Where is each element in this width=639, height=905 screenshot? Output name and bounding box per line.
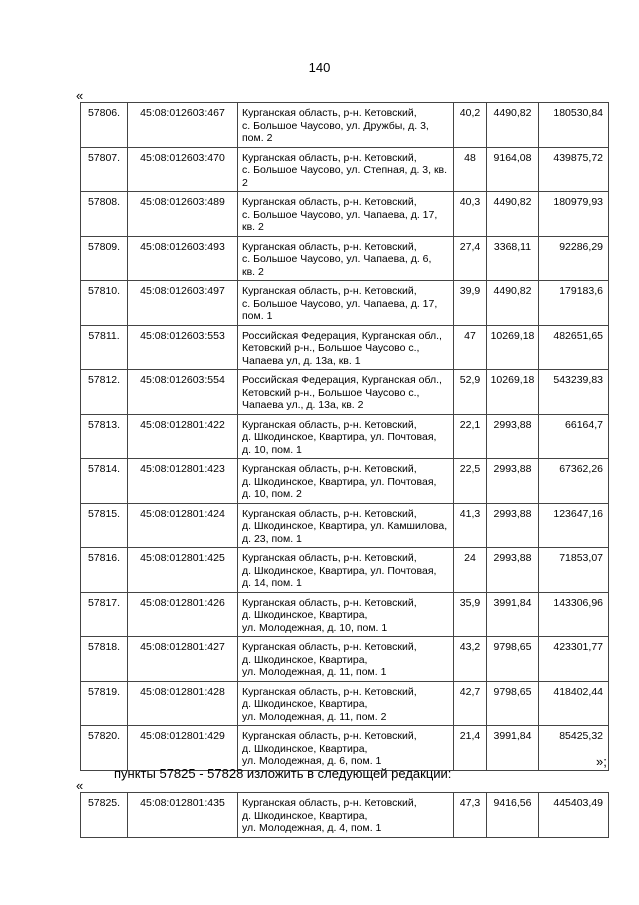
cost-value: 439875,72 — [539, 147, 609, 192]
cadastral-number: 45:08:012801:426 — [128, 592, 238, 637]
address — [238, 459, 454, 504]
address — [238, 637, 454, 682]
table-row — [81, 726, 609, 771]
row-number: 57810. — [81, 281, 128, 326]
address-line: пом. 1 — [242, 310, 273, 322]
property-table-tail — [80, 792, 609, 838]
cadastral-number: 45:08:012801:427 — [128, 637, 238, 682]
address-line: д. 14, пом. 1 — [242, 577, 302, 589]
cost-value: 123647,16 — [539, 503, 609, 548]
table-row — [81, 637, 609, 682]
cadastral-number: 45:08:012801:429 — [128, 726, 238, 771]
cadastral-number: 45:08:012801:423 — [128, 459, 238, 504]
address-line: Курганская область, р-н. Кетовский, — [242, 596, 417, 609]
address — [238, 370, 454, 415]
address — [238, 793, 454, 838]
table-row — [81, 459, 609, 504]
table-row — [81, 325, 609, 370]
row-number: 57817. — [81, 592, 128, 637]
table-row — [81, 548, 609, 593]
rate-value: 3368,11 — [487, 236, 539, 281]
address-line: ул. Молодежная, д. 11, пом. 1 — [242, 666, 387, 678]
address-line: Кетовский р-н., Большое Чаусово с., — [242, 386, 420, 399]
area-value: 47 — [454, 325, 487, 370]
address — [238, 325, 454, 370]
address — [238, 192, 454, 237]
opening-quote: « — [76, 88, 84, 103]
address-line: ул. Молодежная, д. 10, пом. 1 — [242, 621, 388, 634]
area-value: 22,1 — [454, 414, 487, 459]
rate-value: 9416,56 — [487, 793, 539, 838]
closing-quote: »; — [596, 754, 607, 769]
address-line: ул. Молодежная, д. 4, пом. 1 — [242, 822, 382, 834]
address — [238, 147, 454, 192]
rate-value: 4490,82 — [487, 192, 539, 237]
area-value: 22,5 — [454, 459, 487, 504]
address — [238, 726, 454, 771]
cost-value: 85425,32 — [539, 726, 609, 771]
cadastral-number: 45:08:012801:425 — [128, 548, 238, 593]
row-number: 57809. — [81, 236, 128, 281]
row-number: 57814. — [81, 459, 128, 504]
address-line: Чапаева ул., д. 13а, кв. 2 — [242, 399, 364, 411]
address — [238, 503, 454, 548]
address-line: д. Шкодинское, Квартира, ул. Почтовая, — [242, 475, 437, 488]
address-line: кв. 2 — [242, 221, 264, 233]
rate-value: 2993,88 — [487, 503, 539, 548]
address-line: Кетовский р-н., Большое Чаусово с., — [242, 342, 420, 354]
area-value: 42,7 — [454, 681, 487, 726]
table-row — [81, 503, 609, 548]
cost-value: 423301,77 — [539, 637, 609, 682]
cost-value: 67362,26 — [539, 459, 609, 504]
cadastral-number: 45:08:012801:424 — [128, 503, 238, 548]
address-line: с. Большое Чаусово, ул. Чапаева, д. 17, — [242, 297, 438, 310]
address-line: Курганская область, р-н. Кетовский, — [242, 151, 417, 164]
area-value: 41,3 — [454, 503, 487, 548]
cadastral-number: 45:08:012603:489 — [128, 192, 238, 237]
cadastral-number: 45:08:012801:435 — [128, 793, 238, 838]
property-table-body — [81, 103, 609, 771]
opening-quote-second: « — [76, 778, 84, 793]
address-line: с. Большое Чаусово, ул. Чапаева, д. 6, — [242, 253, 432, 265]
area-value: 52,9 — [454, 370, 487, 415]
address-line: Курганская область, р-н. Кетовский, — [242, 285, 417, 297]
row-number: 57806. — [81, 103, 128, 148]
address-line: с. Большое Чаусово, ул. Чапаева, д. 17, — [242, 208, 438, 221]
address-line: д. Шкодинское, Квартира, — [242, 653, 368, 666]
table-row — [81, 103, 609, 148]
cost-value: 71853,07 — [539, 548, 609, 593]
area-value: 35,9 — [454, 592, 487, 637]
address-line: с. Большое Чаусово, ул. Дружбы, д. 3, — [242, 119, 429, 132]
cadastral-number: 45:08:012801:428 — [128, 681, 238, 726]
address-line: пом. 2 — [242, 132, 273, 144]
address-line: Курганская область, р-н. Кетовский, — [242, 685, 417, 698]
cadastral-number: 45:08:012603:467 — [128, 103, 238, 148]
address — [238, 414, 454, 459]
address-line: Российская Федерация, Курганская обл., — [242, 329, 442, 342]
address-line: д. 10, пом. 1 — [242, 443, 302, 456]
address-line: Курганская область, р-н. Кетовский, — [242, 730, 417, 742]
cost-value: 445403,49 — [539, 793, 609, 838]
address-line: д. Шкодинское, Квартира, ул. Почтовая, — [242, 564, 437, 577]
table-row — [81, 147, 609, 192]
address-line: Курганская область, р-н. Кетовский, — [242, 240, 417, 253]
address — [238, 592, 454, 637]
address-line: Курганская область, р-н. Кетовский, — [242, 196, 417, 208]
address-line: Курганская область, р-н. Кетовский, — [242, 107, 417, 119]
row-number: 57819. — [81, 681, 128, 726]
address-line: Курганская область, р-н. Кетовский, — [242, 507, 417, 520]
area-value: 48 — [454, 147, 487, 192]
table-row — [81, 793, 609, 838]
cadastral-number: 45:08:012603:497 — [128, 281, 238, 326]
address-line: д. 23, пом. 1 — [242, 532, 302, 545]
cost-value: 66164,7 — [539, 414, 609, 459]
address-line: Курганская область, р-н. Кетовский, — [242, 641, 417, 653]
row-number: 57825. — [81, 793, 128, 838]
cadastral-number: 45:08:012801:422 — [128, 414, 238, 459]
address-line: Курганская область, р-н. Кетовский, — [242, 418, 417, 431]
property-table-tail-body — [81, 793, 609, 838]
page-number: 140 — [308, 60, 331, 75]
cadastral-number: 45:08:012603:553 — [128, 325, 238, 370]
cost-value: 179183,6 — [539, 281, 609, 326]
rate-value: 9798,65 — [487, 637, 539, 682]
address-line: Чапаева ул, д. 13а, кв. 1 — [242, 354, 361, 367]
row-number: 57812. — [81, 370, 128, 415]
area-value: 21,4 — [454, 726, 487, 771]
rate-value: 4490,82 — [487, 281, 539, 326]
address — [238, 548, 454, 593]
row-number: 57813. — [81, 414, 128, 459]
rate-value: 3991,84 — [487, 726, 539, 771]
address-line: кв. 2 — [242, 265, 264, 278]
row-number: 57815. — [81, 503, 128, 548]
address-line: д. Шкодинское, Квартира, ул. Камшилова, — [242, 520, 448, 532]
address-line: д. Шкодинское, Квартира, — [242, 609, 368, 621]
address-line: ул. Молодежная, д. 6, пом. 1 — [242, 755, 382, 767]
address — [238, 103, 454, 148]
area-value: 39,9 — [454, 281, 487, 326]
address — [238, 236, 454, 281]
address-line: Курганская область, р-н. Кетовский, — [242, 463, 417, 475]
row-number: 57808. — [81, 192, 128, 237]
area-value: 24 — [454, 548, 487, 593]
address-line: Курганская область, р-н. Кетовский, — [242, 797, 417, 809]
address-line: д. Шкодинское, Квартира, — [242, 698, 368, 710]
address-line: д. 10, пом. 2 — [242, 488, 302, 500]
cost-value: 180979,93 — [539, 192, 609, 237]
address-line: 2 — [242, 176, 248, 189]
rate-value: 3991,84 — [487, 592, 539, 637]
row-number: 57816. — [81, 548, 128, 593]
address-line: с. Большое Чаусово, ул. Степная, д. 3, кв. — [242, 164, 448, 176]
address-line: д. Шкодинское, Квартира, — [242, 809, 368, 822]
address-line: д. Шкодинское, Квартира, ул. Почтовая, — [242, 431, 437, 443]
table-row — [81, 592, 609, 637]
rate-value: 10269,18 — [487, 325, 539, 370]
cost-value: 143306,96 — [539, 592, 609, 637]
table-row — [81, 370, 609, 415]
area-value: 40,3 — [454, 192, 487, 237]
cost-value: 482651,65 — [539, 325, 609, 370]
cadastral-number: 45:08:012603:554 — [128, 370, 238, 415]
cadastral-number: 45:08:012603:470 — [128, 147, 238, 192]
address-line: Российская Федерация, Курганская обл., — [242, 374, 442, 386]
area-value: 40,2 — [454, 103, 487, 148]
table-row — [81, 414, 609, 459]
address — [238, 681, 454, 726]
address-line: Курганская область, р-н. Кетовский, — [242, 552, 417, 564]
row-number: 57811. — [81, 325, 128, 370]
rate-value: 10269,18 — [487, 370, 539, 415]
cost-value: 92286,29 — [539, 236, 609, 281]
address-line: д. Шкодинское, Квартира, — [242, 742, 368, 755]
table-row — [81, 192, 609, 237]
row-number: 57807. — [81, 147, 128, 192]
rate-value: 9164,08 — [487, 147, 539, 192]
rate-value: 2993,88 — [487, 414, 539, 459]
table-row — [81, 236, 609, 281]
table-row — [81, 681, 609, 726]
amendment-paragraph: пункты 57825 - 57828 изложить в следующей редакции: — [114, 766, 452, 781]
rate-value: 9798,65 — [487, 681, 539, 726]
address-line: ул. Молодежная, д. 11, пом. 2 — [242, 710, 387, 723]
cadastral-number: 45:08:012603:493 — [128, 236, 238, 281]
cost-value: 543239,83 — [539, 370, 609, 415]
area-value: 43,2 — [454, 637, 487, 682]
cost-value: 418402,44 — [539, 681, 609, 726]
address — [238, 281, 454, 326]
row-number: 57820. — [81, 726, 128, 771]
rate-value: 4490,82 — [487, 103, 539, 148]
area-value: 27,4 — [454, 236, 487, 281]
rate-value: 2993,88 — [487, 459, 539, 504]
table-row — [81, 281, 609, 326]
property-table — [80, 102, 609, 771]
cost-value: 180530,84 — [539, 103, 609, 148]
row-number: 57818. — [81, 637, 128, 682]
area-value: 47,3 — [454, 793, 487, 838]
rate-value: 2993,88 — [487, 548, 539, 593]
